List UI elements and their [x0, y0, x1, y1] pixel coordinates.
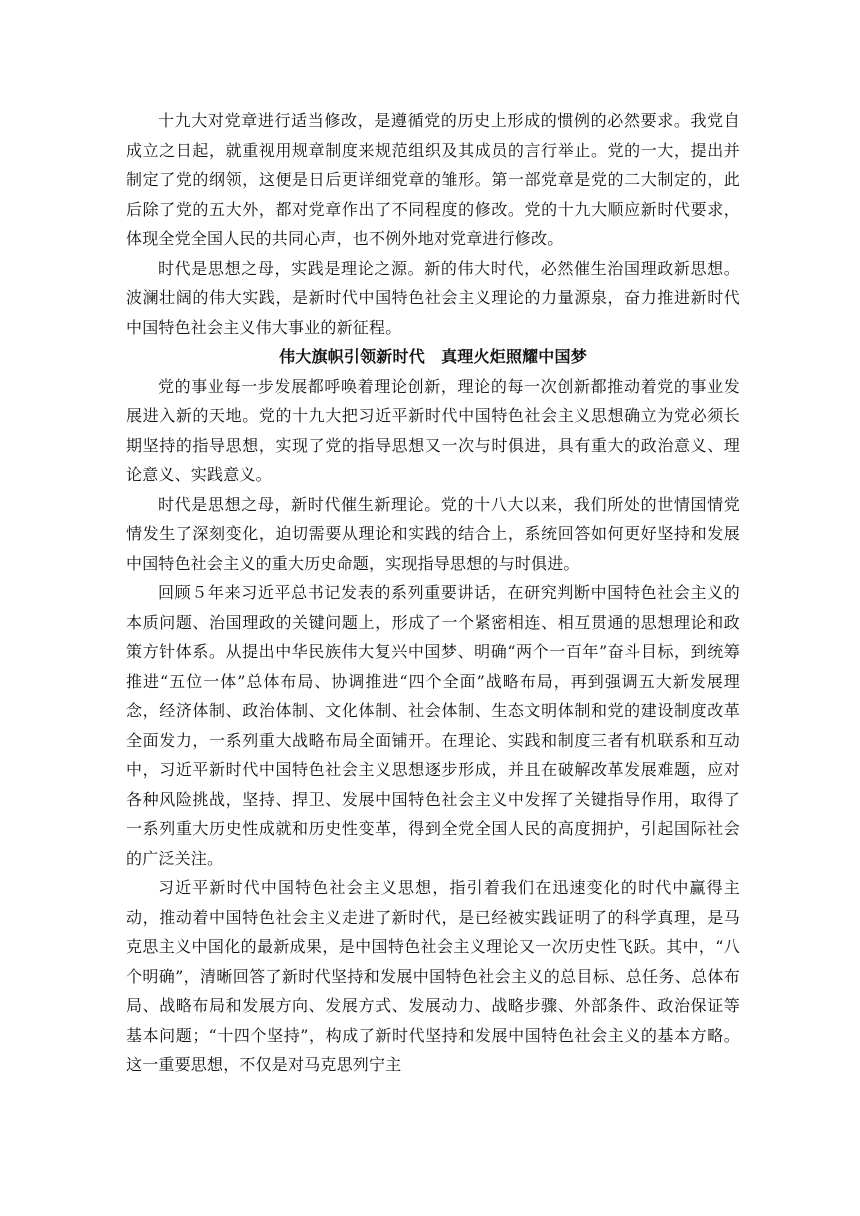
body-paragraph: 时代是思想之母，实践是理论之源。新的伟大时代，必然催生治国理政新思想。波澜壮阔的伟大实践，是新时代中国特色社会主义理论的力量源泉，奋力推进新时代中国特色社会主义伟大事业的新征程。 — [126, 258, 740, 337]
body-paragraph: 十九大对党章进行适当修改，是遵循党的历史上形成的惯例的必然要求。我党自成立之日起，就重视用规章制度来规范组织及其成员的言行举止。党的一大，提出并制定了党的纲领，这便是日后更详细党章的雏形。第一部党章是党的二大制定的，此后除了党的五大外，都对党章作出了不同程度的修改。党的十九大顺应新时代要求，体现全党全国人民的共同心声，也不例外地对党章进行修改。 — [126, 111, 740, 248]
body-paragraph: 习近平新时代中国特色社会主义思想，指引着我们在迅速变化的时代中赢得主动，推动着中国特色社会主义走进了新时代，是已经被实践证明了的科学真理，是马克思主义中国化的最新成果，是中国特色社会主义理论又一次历史性飞跃。其中，“八个明确”，清晰回答了新时代坚持和发展中国特色社会主义的总目标、总任务、总体布局、战略布局和发展方向、发展方式、发展动力、战略步骤、外部条件、政治保证等基本问题；“十四个坚持”，构成了新时代坚持和发展中国特色社会主义的基本方略。这一重要思想，不仅是对马克思列宁主 — [126, 878, 740, 1074]
body-paragraph: 回顾５年来习近平总书记发表的系列重要讲话，在研究判断中国特色社会主义的本质问题、治国理政的关键问题上，形成了一个紧密相连、相互贯通的思想理论和政策方针体系。从提出中华民族伟大复兴中国梦、明确“两个一百年”奋斗目标，到统筹推进“五位一体”总体布局、协调推进“四个全面”战略布局，再到强调五大新发展理念，经济体制、政治体制、文化体制、社会体制、生态文明体制和党的建设制度改革全面发力，一系列重大战略布局全面铺开。在理论、实践和制度三者有机联系和互动中，习近平新时代中国特色社会主义思想逐步形成，并且在破解改革发展难题，应对各种风险挑战，坚持、捍卫、发展中国特色社会主义中发挥了关键指导作用，取得了一系列重大历史性成就和历史性变革，得到全党全国人民的高度拥护，引起国际社会的广泛关注。 — [126, 583, 740, 868]
body-paragraph: 党的事业每一步发展都呼唤着理论创新，理论的每一次创新都推动着党的事业发展进入新的天地。党的十九大把习近平新时代中国特色社会主义思想确立为党必须长期坚持的指导思想，实现了党的指导思想又一次与时俱进，具有重大的政治意义、理论意义、实践意义。 — [126, 376, 740, 484]
section-heading: 伟大旗帜引领新时代 真理火炬照耀中国梦 — [279, 347, 587, 366]
body-paragraph: 时代是思想之母，新时代催生新理论。党的十八大以来，我们所处的世情国情党情发生了深刻变化，迫切需要从理论和实践的结合上，系统回答如何更好坚持和发展中国特色社会主义的重大历史命题，实现指导思想的与时俱进。 — [126, 494, 740, 573]
